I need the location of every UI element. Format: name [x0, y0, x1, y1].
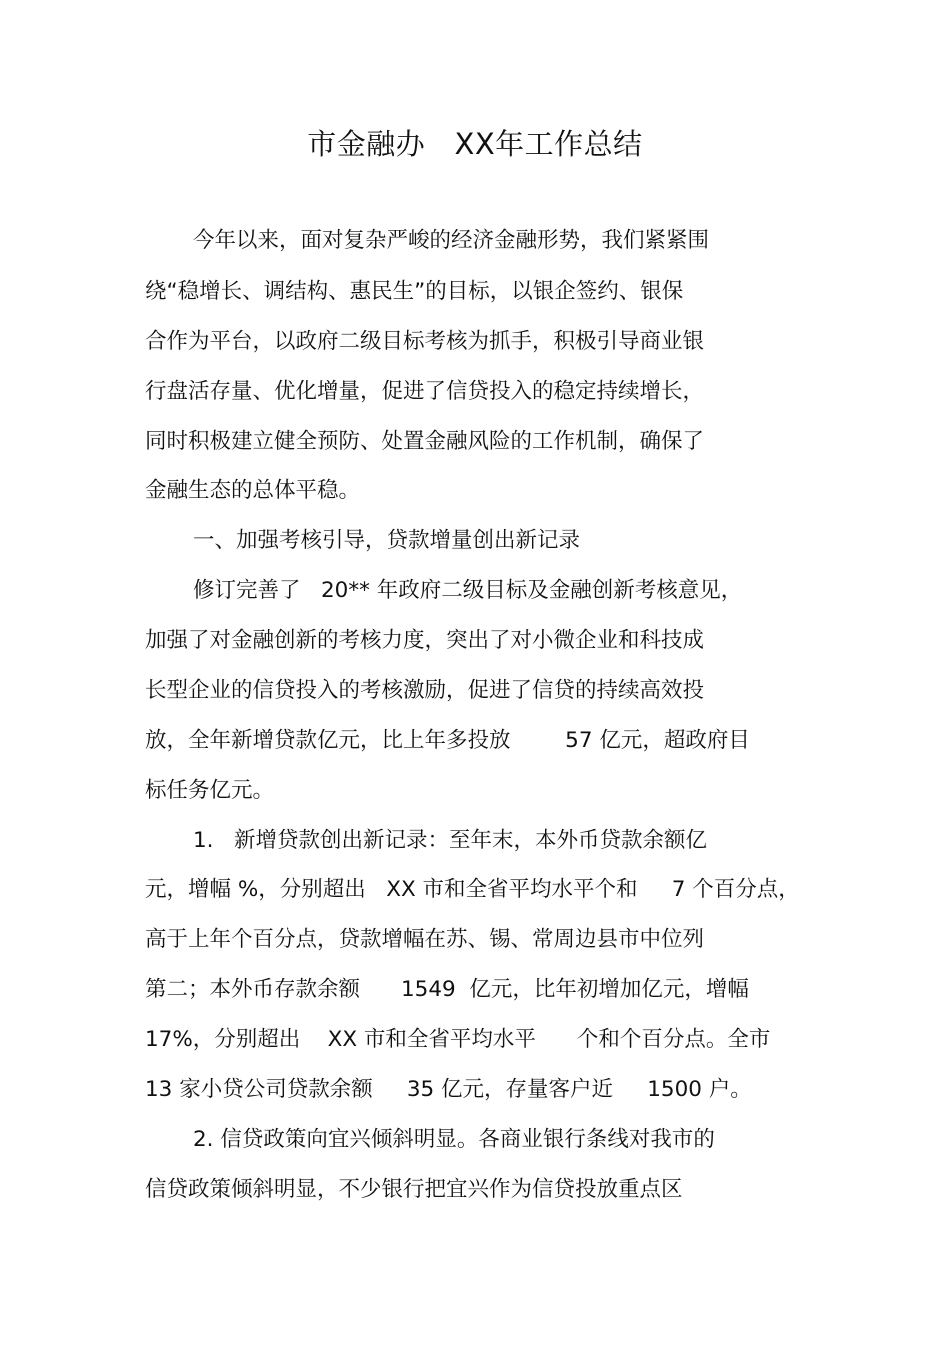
- paragraph-line: 高于上年个百分点，贷款增幅在苏、锡、常周边县市中位列: [145, 927, 705, 952]
- paragraph-line: 标任务亿元。: [145, 778, 275, 803]
- numbered-item-line: 2. 信贷政策向宜兴倾斜明显。各商业银行条线对我市的: [193, 1127, 715, 1152]
- paragraph-line: 信贷政策倾斜明显，不少银行把宜兴作为信贷投放重点区: [145, 1177, 683, 1202]
- section-heading: 一、加强考核引导，贷款增量创出新记录: [193, 528, 581, 553]
- paragraph-line: 13 家小贷公司贷款余额 35 亿元，存量客户近 1500 户。: [145, 1077, 752, 1102]
- paragraph-line: 金融生态的总体平稳。: [145, 478, 361, 503]
- paragraph-line: 加强了对金融创新的考核力度，突出了对小微企业和科技成: [145, 628, 705, 653]
- paragraph-line: 17%，分别超出 XX 市和全省平均水平 个和个百分点。全市: [145, 1027, 771, 1052]
- document-title: 市金融办 XX年工作总结: [307, 127, 643, 161]
- paragraph-line: 放，全年新增贷款亿元，比上年多投放 57 亿元，超政府目: [145, 728, 750, 753]
- paragraph-line: 同时积极建立健全预防、处置金融风险的工作机制，确保了: [145, 429, 705, 454]
- numbered-item-line: 1. 新增贷款创出新记录：至年末，本外币贷款余额亿: [193, 828, 708, 853]
- paragraph-line: 今年以来，面对复杂严峻的经济金融形势，我们紧紧围: [193, 228, 710, 253]
- paragraph-line: 元，增幅 %，分别超出 XX 市和全省平均水平个和 7 个百分点，: [145, 877, 800, 902]
- paragraph-line: 长型企业的信贷投入的考核激励，促进了信贷的持续高效投: [145, 678, 705, 703]
- paragraph-line: 绕“稳增长、调结构、惠民生”的目标，以银企签约、银保: [145, 279, 684, 304]
- paragraph-line: 行盘活存量、优化增量，促进了信贷投入的稳定持续增长，: [145, 379, 705, 404]
- paragraph-line: 第二；本外币存款余额 1549 亿元，比年初增加亿元，增幅: [145, 977, 749, 1002]
- paragraph-line: 修订完善了 20** 年政府二级目标及金融创新考核意见，: [193, 578, 743, 603]
- paragraph-line: 合作为平台，以政府二级目标考核为抓手，积极引导商业银: [145, 329, 705, 354]
